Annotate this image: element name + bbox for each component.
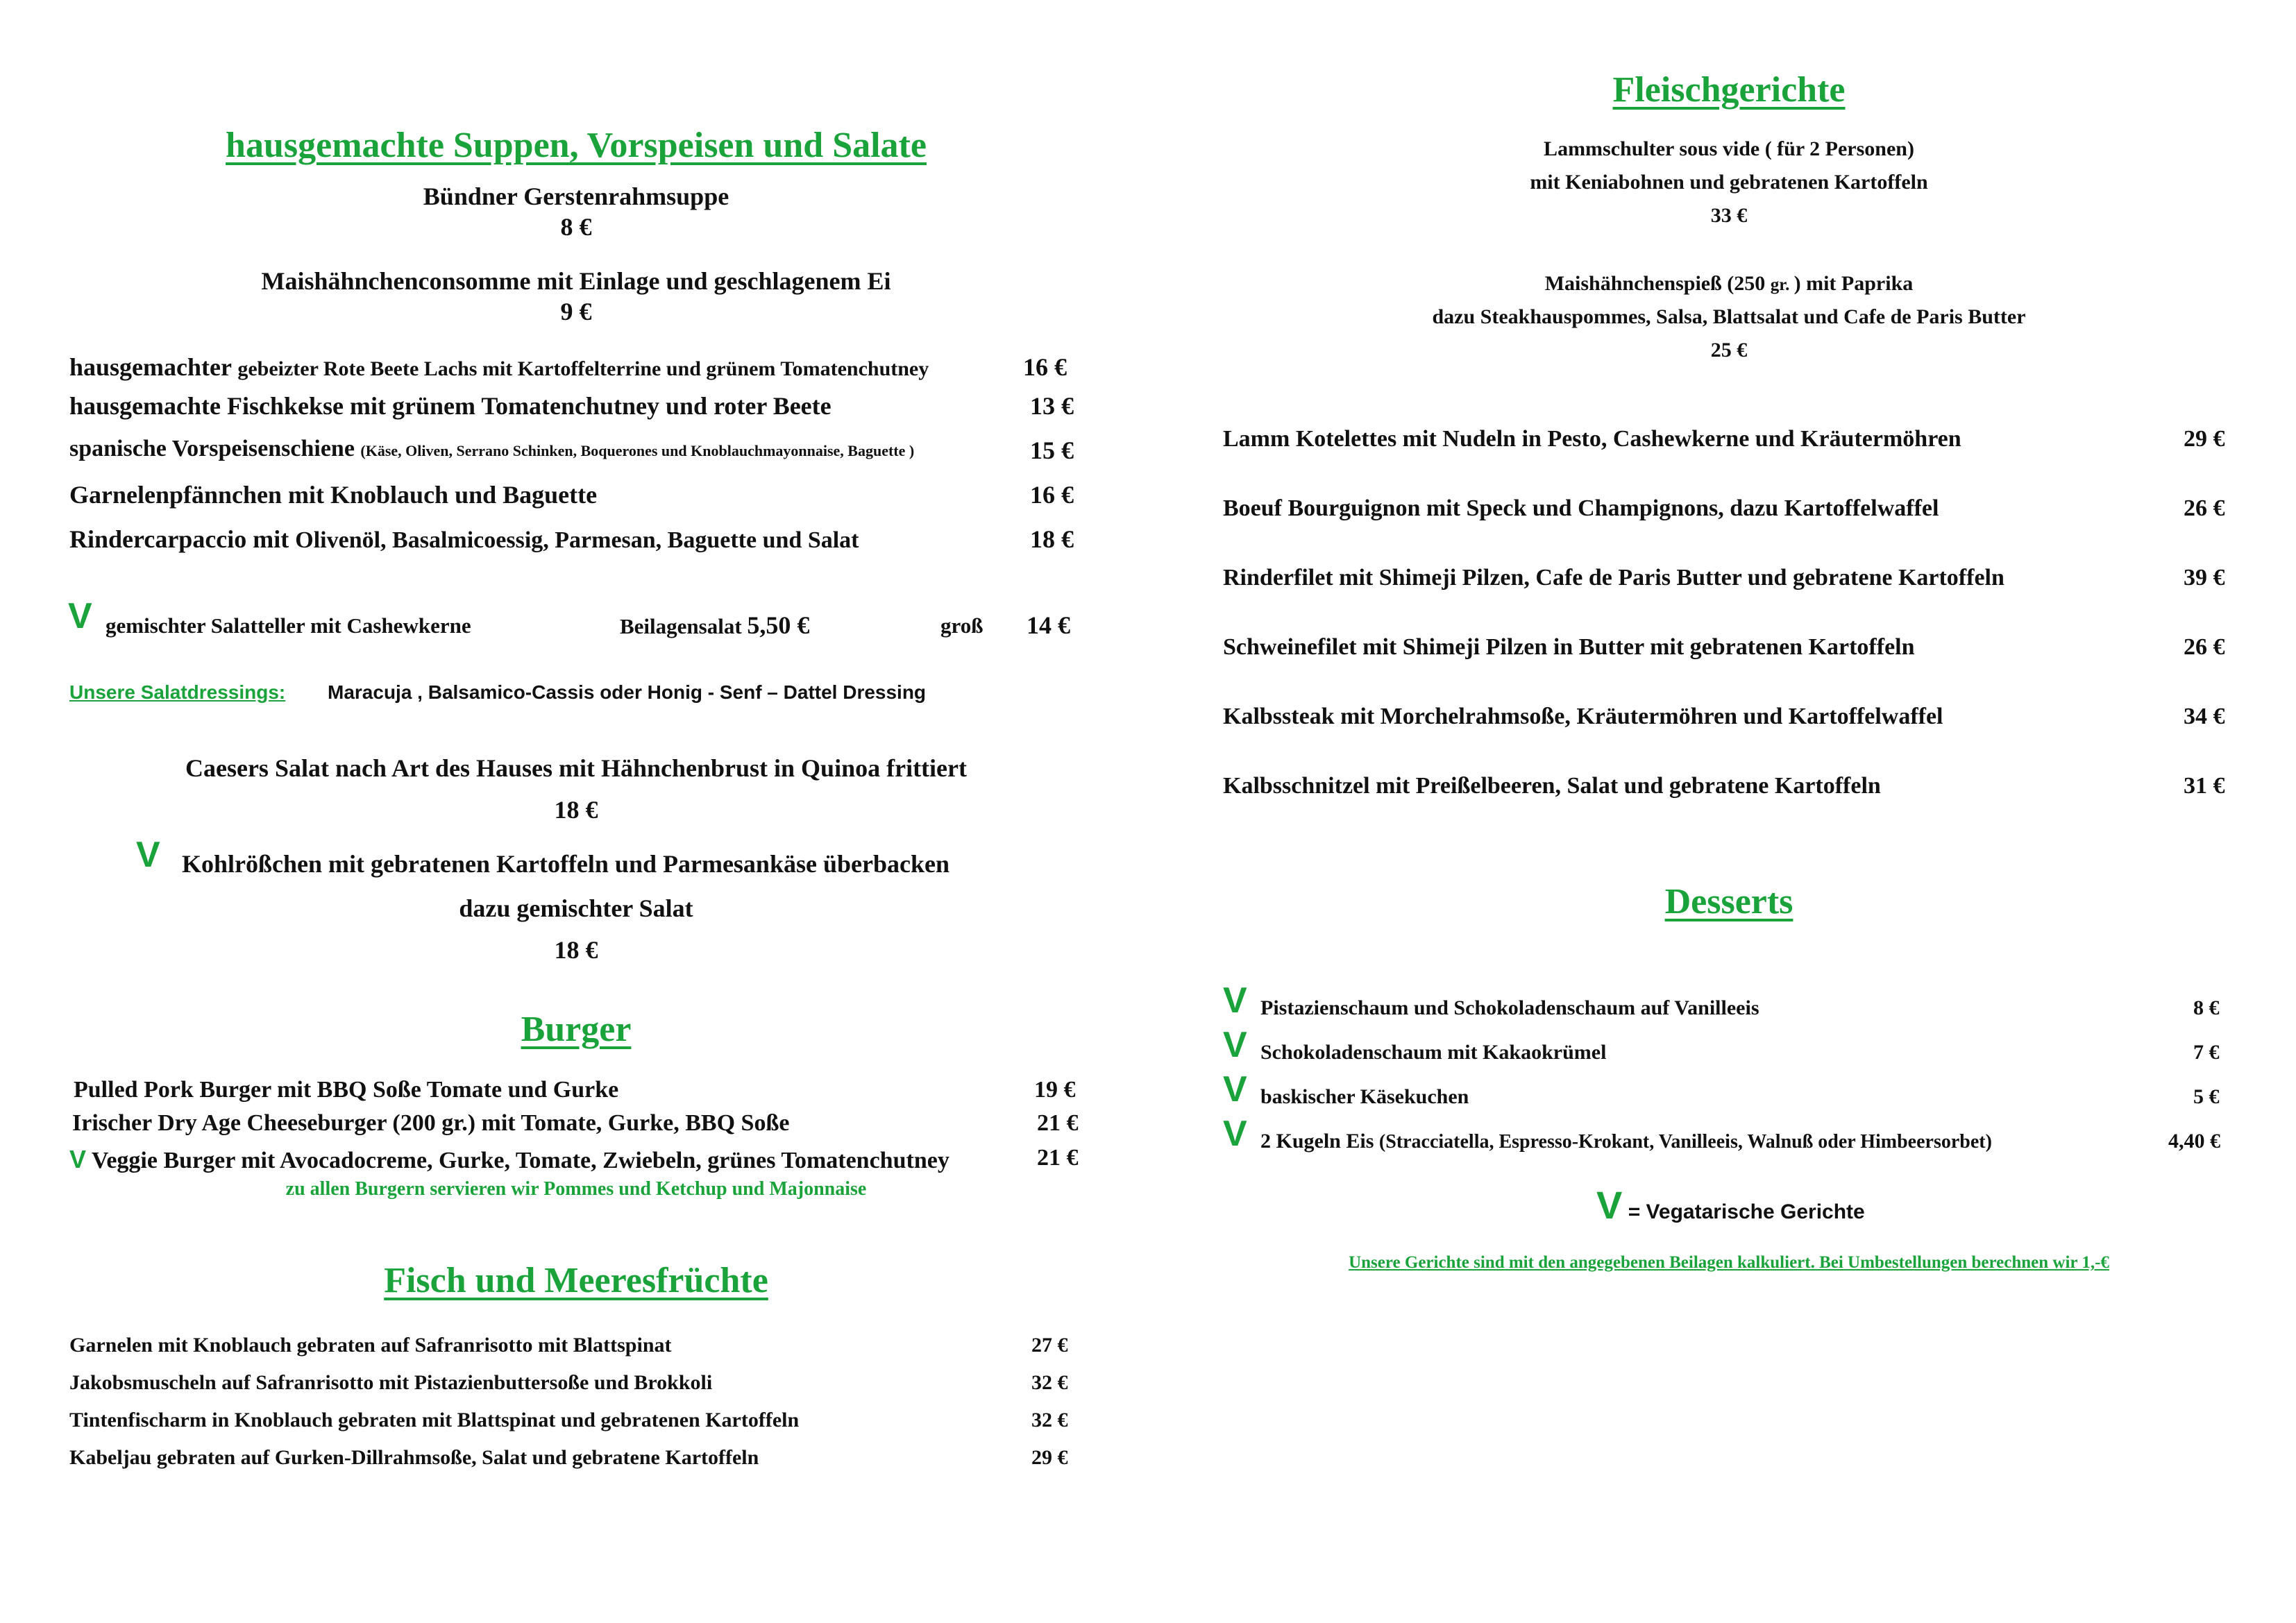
meat-item: Kalbsschnitzel mit Preißelbeeren, Salat und gebratene Kartoffeln [1223,773,1881,799]
fish-price: 32 € [1031,1371,1068,1394]
spiess-part: Maishähnchenspieß (250 [1544,272,1771,295]
dessert-item [1260,1130,1992,1153]
starter-item [69,525,859,554]
meat-item: Boeuf Bourguignon mit Speck und Champignons, dazu Kartoffelwaffel [1223,495,1939,521]
starter-item [69,352,929,382]
legend-text: = Vegatarische Gerichte [1622,1200,1865,1223]
vegetarian-legend [1596,1182,1865,1227]
side-salad-label: Beilagensalat [620,614,748,638]
starter-name: Olivenöl, Basalmicoessig, Parmesan, Baguette und Salat [295,527,859,553]
vegetarian-icon: V [69,1145,87,1173]
meat-price: 31 € [2184,773,2225,799]
starter-item [69,391,832,420]
burger-item: Pulled Pork Burger mit BBQ Soße Tomate und Gurke [74,1077,619,1103]
fish-price: 32 € [1031,1409,1068,1431]
starter-price: 16 € [1023,353,1067,381]
starter-price: 15 € [1030,436,1074,464]
vegetarian-icon: V [1223,1069,1247,1110]
fish-item: Kabeljau gebraten auf Gurken-Dillrahmsoße, Salat und gebratene Kartoffeln [69,1446,759,1469]
fish-item: Garnelen mit Knoblauch gebraten auf Safranrisotto mit Blattspinat [69,1334,672,1357]
fish-price: 27 € [1031,1334,1068,1357]
dessert-name: 2 Kugeln Eis [1260,1130,1379,1153]
meat-heading: Fleischgerichte [1612,70,1846,110]
dessert-price: 4,40 € [2168,1130,2220,1153]
starter-name: Garnelenpfännchen mit Knoblauch und Baguette [69,481,598,509]
consomme-name: Maishähnchenconsomme mit Einlage und geschlagenem Ei [261,267,891,295]
dessert-item: Schokoladenschaum mit Kakaokrümel [1260,1041,1607,1064]
burger-price: 19 € [1034,1077,1076,1103]
fish-heading: Fisch und Meeresfrüchte [384,1261,768,1300]
dessert-item: Pistazienschaum und Schokoladenschaum auf Vanilleeis [1260,996,1759,1019]
spiess-line-2: dazu Steakhauspommes, Salsa, Blattsalat und Cafe de Paris Butter [1432,305,2026,328]
starter-price: 18 € [1030,525,1074,553]
large-salad-price: 14 € [1027,611,1070,639]
dessert-price: 8 € [2193,996,2220,1019]
dessert-price: 7 € [2193,1041,2220,1064]
starter-name: hausgemachte Fischkekse mit grünem Tomatenchutney und roter Beete [69,392,832,420]
burger-price: 21 € [1037,1110,1079,1136]
fish-item: Tintenfischarm in Knoblauch gebraten mit Blattspinat und gebratenen Kartoffeln [69,1409,800,1431]
vegetarian-icon: V [1223,1114,1247,1154]
side-salad [620,611,809,640]
burger-note: zu allen Burgern servieren wir Pommes und Ketchup und Majonnaise [285,1178,867,1200]
vegetarian-icon: V [1223,1025,1247,1065]
vegetarian-icon: V [68,596,92,636]
starter-item [69,480,597,509]
meat-item: Lamm Kotelettes mit Nudeln in Pesto, Cashewkerne und Kräutermöhren [1223,426,1961,452]
kohl-price: 18 € [554,936,598,964]
meat-item: Kalbssteak mit Morchelrahmsoße, Kräutermöhren und Kartoffelwaffel [1223,704,1943,729]
lamm-price: 33 € [1710,204,1748,227]
meat-price: 29 € [2184,426,2225,452]
vegetarian-icon: V [1223,980,1247,1021]
burger-item [69,1145,949,1174]
meat-item: Rinderfilet mit Shimeji Pilzen, Cafe de Paris Butter und gebratene Kartoffeln [1223,565,2004,590]
vegetarian-icon: V [1596,1183,1623,1227]
dessert-price: 5 € [2193,1085,2220,1108]
salad-name: gemischter Salatteller mit Cashewkerne [105,613,471,638]
caesar-name: Caesers Salat nach Art des Hauses mit Hähnchenbrust in Quinoa frittiert [185,754,968,782]
kohl-name: Kohlrößchen mit gebratenen Kartoffeln und Parmesankäse überbacken [182,850,949,878]
vegetarian-icon: V [136,835,160,875]
gerste-name: Bündner Gerstenrahmsuppe [423,182,729,210]
meat-price: 39 € [2184,565,2225,590]
meat-price: 34 € [2184,704,2225,729]
consomme-price: 9 € [560,298,592,325]
soups-heading: hausgemachte Suppen, Vorspeisen und Salate [226,126,927,165]
spiess-line-1 [1545,272,1914,296]
starter-price: 16 € [1030,481,1074,509]
starter-lead: Rindercarpaccio mit [69,525,296,553]
meat-price: 26 € [2184,495,2225,521]
starter-lead: hausgemachter [69,353,238,381]
spiess-price: 25 € [1710,339,1748,362]
dressing-text: Maracuja , Balsamico-Cassis oder Honig - Senf – Dattel Dressing [328,681,927,703]
spiess-part: gr. [1770,275,1794,294]
gerste-price: 8 € [560,213,592,241]
dessert-item: baskischer Käsekuchen [1260,1085,1469,1108]
burger-name: Veggie Burger mit Avocadocreme, Gurke, Tomate, Zwiebeln, grünes Tomatenchutney [91,1148,949,1173]
lamm-line-2: mit Keniabohnen und gebratenen Kartoffeln [1530,171,1928,194]
starter-lead: spanische Vorspeisenschiene [69,436,361,461]
side-salad-price: 5,50 € [747,611,810,639]
lamm-line-1: Lammschulter sous vide ( für 2 Personen) [1544,137,1914,160]
kohl-sub: dazu gemischter Salat [459,894,693,922]
large-salad-label: groß [940,613,984,638]
footnote: Unsere Gerichte sind mit den angegebenen Beilagen kalkuliert. Bei Umbestellungen berechnen wir 1,-€ [1349,1253,2109,1272]
starter-name: gebeizter Rote Beete Lachs mit Kartoffelterrine und grünem Tomatenchutney [237,357,929,380]
desserts-heading: Desserts [1664,882,1793,921]
fish-item: Jakobsmuscheln auf Safranrisotto mit Pistazienbuttersoße und Brokkoli [69,1371,713,1394]
fish-price: 29 € [1031,1446,1068,1469]
meat-item: Schweinefilet mit Shimeji Pilzen in Butter mit gebratenen Kartoffeln [1223,634,1915,660]
dessert-detail: (Stracciatella, Espresso-Krokant, Vanilleeis, Walnuß oder Himbeersorbet) [1378,1131,1992,1153]
burger-price: 21 € [1037,1145,1079,1171]
spiess-part: ) mit Paprika [1793,272,1914,295]
starter-name: (Käse, Oliven, Serrano Schinken, Boquerones und Knoblauchmayonnaise, Baguette ) [360,442,915,459]
dressing-label: Unsere Salatdressings: [69,681,286,703]
starter-price: 13 € [1030,392,1074,420]
burger-heading: Burger [521,1010,632,1049]
caesar-price: 18 € [554,796,598,824]
burger-item: Irischer Dry Age Cheeseburger (200 gr.) mit Tomate, Gurke, BBQ Soße [72,1110,790,1136]
starter-item [69,436,914,462]
meat-price: 26 € [2184,634,2225,660]
